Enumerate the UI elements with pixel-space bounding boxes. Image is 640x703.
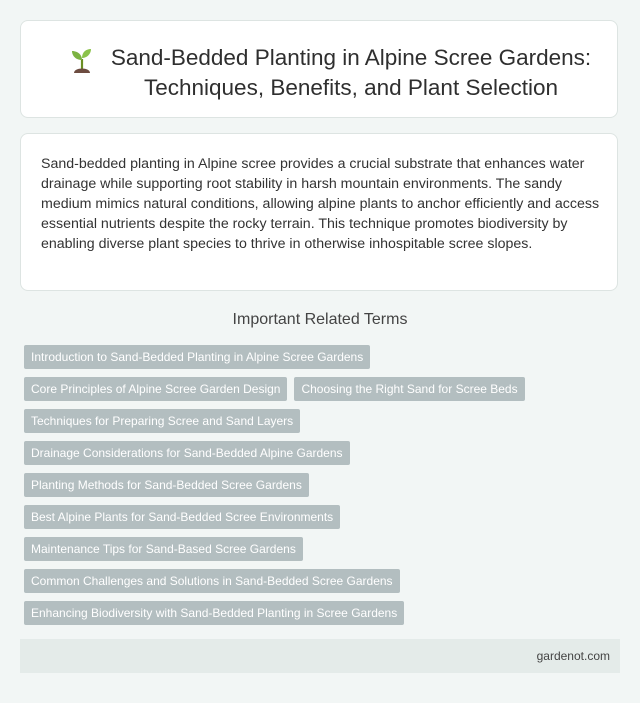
title-card <box>20 20 618 118</box>
footer <box>20 639 620 673</box>
footer-site-link[interactable]: gardenot.com <box>536 649 610 663</box>
term-tag[interactable]: Drainage Considerations for Sand-Bedded Alpine Gardens <box>24 441 350 465</box>
intro-card <box>20 133 618 291</box>
term-tag[interactable]: Enhancing Biodiversity with Sand-Bedded Planting in Scree Gardens <box>24 601 404 625</box>
term-tag[interactable]: Core Principles of Alpine Scree Garden Design <box>24 377 287 401</box>
seedling-icon <box>65 43 99 77</box>
term-tag[interactable]: Best Alpine Plants for Sand-Bedded Scree Environments <box>24 505 340 529</box>
related-terms-heading: Important Related Terms <box>232 311 408 328</box>
term-tag[interactable]: Choosing the Right Sand for Scree Beds <box>294 377 524 401</box>
term-tag[interactable]: Planting Methods for Sand-Bedded Scree Gardens <box>24 473 309 497</box>
related-terms-list <box>24 345 618 633</box>
intro-paragraph: Sand-bedded planting in Alpine scree provides a crucial substrate that enhances water drainage while supporting root stability in harsh mountain environments. The sandy medium mimics natural conditions, allowing alpine plants to anchor efficiently and access essential nutrients despite the rocky terrain. This technique promotes biodiversity by enabling diverse plant species to thrive in otherwise inhospitable scree slopes. <box>41 156 600 252</box>
term-tag[interactable]: Maintenance Tips for Sand-Based Scree Gardens <box>24 537 303 561</box>
page-title: Sand-Bedded Planting in Alpine Scree Gardens: Techniques, Benefits, and Plant Selection <box>110 45 592 100</box>
term-tag[interactable]: Common Challenges and Solutions in Sand-Bedded Scree Gardens <box>24 569 400 593</box>
term-tag[interactable]: Techniques for Preparing Scree and Sand Layers <box>24 409 300 433</box>
term-tag[interactable]: Introduction to Sand-Bedded Planting in Alpine Scree Gardens <box>24 345 370 369</box>
